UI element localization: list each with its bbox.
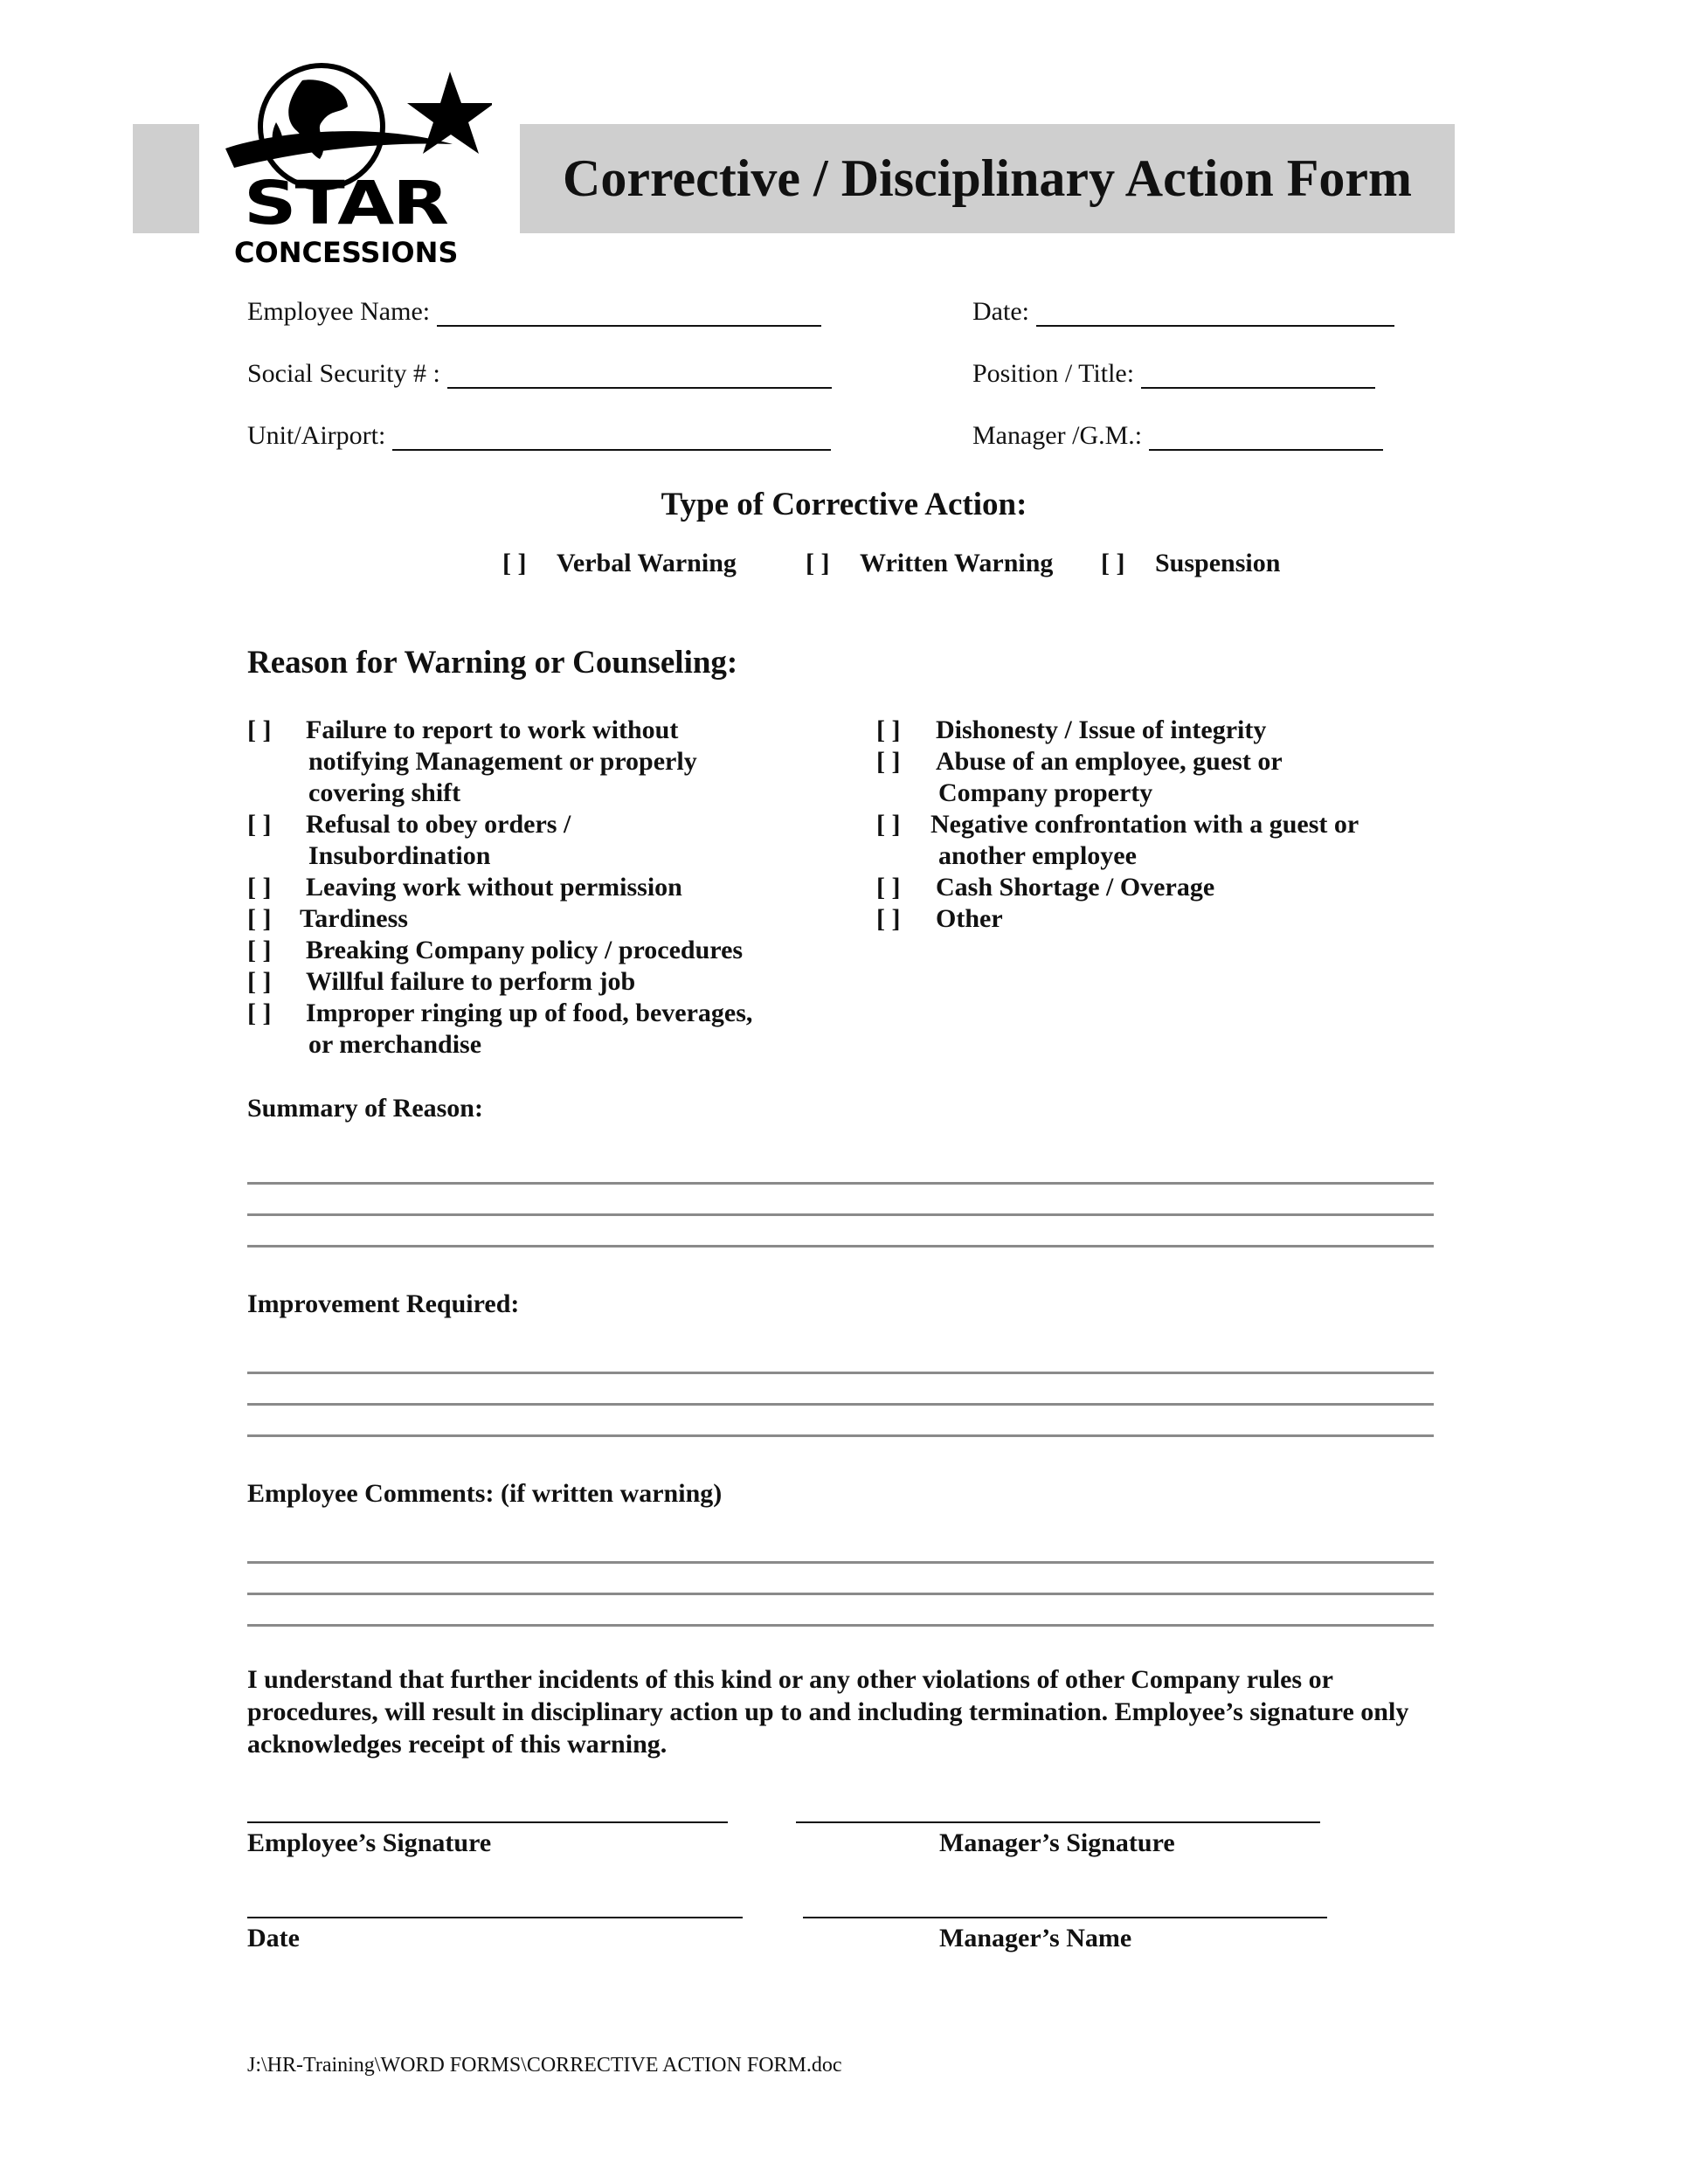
social-security-line[interactable] [447, 363, 832, 389]
position-title-field[interactable] [972, 359, 1375, 389]
date-field[interactable] [972, 297, 1394, 327]
reason-line: Insubordination [308, 841, 491, 870]
reason-line: Breaking Company policy / procedures [306, 936, 744, 964]
employee-name-label: Employee Name: [247, 297, 431, 326]
improvement-label: Improvement Required: [247, 1289, 520, 1318]
position-title-line[interactable] [1141, 363, 1375, 389]
unit-airport-field[interactable] [247, 421, 831, 451]
checkbox-bracket[interactable]: [ ] [806, 549, 830, 577]
reasons-title: Reason for Warning or Counseling: [247, 645, 738, 681]
improvement-line-2[interactable] [247, 1403, 1434, 1406]
reason-line: Other [936, 904, 1003, 933]
manager-name-label: Manager’s Name [939, 1924, 1132, 1952]
reason-line: covering shift [308, 778, 461, 807]
checkbox-label: Verbal Warning [557, 549, 737, 577]
employee-name-field[interactable] [247, 297, 821, 327]
checkbox-bracket[interactable]: [ ] [247, 936, 272, 964]
document-file-path: J:\HR-Training\WORD FORMS\CORRECTIVE ACTION FORM.doc [247, 2054, 842, 2077]
manager-signature-label: Manager’s Signature [939, 1828, 1175, 1857]
reason-line: Negative confrontation with a guest or [930, 810, 1359, 839]
logo-wordmark: STAR [244, 168, 447, 238]
checkbox-bracket[interactable]: [ ] [247, 904, 272, 933]
checkbox-bracket[interactable]: [ ] [876, 810, 901, 839]
unit-airport-label: Unit/Airport: [247, 421, 386, 450]
social-security-field[interactable] [247, 359, 832, 389]
checkbox-bracket[interactable]: [ ] [502, 549, 527, 577]
checkbox-bracket[interactable]: [ ] [247, 967, 272, 996]
suspension-checkbox[interactable] [1101, 549, 1280, 578]
summary-line-3[interactable] [247, 1245, 1434, 1248]
date-signature-line[interactable] [247, 1917, 743, 1918]
reason-line: Leaving work without permission [306, 873, 682, 902]
checkbox-label: Written Warning [860, 549, 1054, 577]
action-type-title: Type of Corrective Action: [661, 487, 1027, 522]
summary-line-2[interactable] [247, 1213, 1434, 1216]
written-warning-checkbox[interactable] [806, 549, 1053, 578]
reason-line: another employee [938, 841, 1137, 870]
header-band-left [133, 124, 199, 233]
manager-signature-line[interactable] [796, 1821, 1320, 1823]
checkbox-bracket[interactable]: [ ] [1101, 549, 1125, 577]
reason-line: Improper ringing up of food, beverages, [306, 999, 753, 1027]
comments-line-3[interactable] [247, 1624, 1434, 1627]
checkbox-bracket[interactable]: [ ] [247, 715, 272, 744]
checkbox-bracket[interactable]: [ ] [247, 873, 272, 902]
summary-label: Summary of Reason: [247, 1094, 483, 1123]
reason-line: Willful failure to perform job [306, 967, 636, 996]
logo-subword: CONCESSIONS [234, 236, 459, 269]
reason-line: Cash Shortage / Overage [936, 873, 1215, 902]
verbal-warning-checkbox[interactable] [502, 549, 737, 578]
reason-line: notifying Management or properly [308, 747, 697, 776]
checkbox-bracket[interactable]: [ ] [876, 904, 901, 933]
checkbox-bracket[interactable]: [ ] [876, 747, 901, 776]
reason-line: Abuse of an employee, guest or [936, 747, 1283, 776]
employee-signature-label: Employee’s Signature [247, 1828, 492, 1857]
social-security-label: Social Security # : [247, 359, 440, 388]
improvement-line-3[interactable] [247, 1434, 1434, 1437]
manager-name-line[interactable] [803, 1917, 1327, 1918]
signature-date-label: Date [247, 1924, 300, 1952]
reason-line: Company property [938, 778, 1153, 807]
employee-name-line[interactable] [437, 301, 821, 327]
reason-line: Dishonesty / Issue of integrity [936, 715, 1267, 744]
checkbox-bracket[interactable]: [ ] [247, 999, 272, 1027]
reason-line: Tardiness [300, 904, 408, 933]
reason-line: or merchandise [308, 1030, 482, 1059]
checkbox-bracket[interactable]: [ ] [876, 715, 901, 744]
manager-gm-field[interactable] [972, 421, 1383, 451]
reason-line: Refusal to obey orders / [306, 810, 571, 839]
acknowledgment-statement: I understand that further incidents of this kind or any other violations of other Company rules or procedures, will result in disciplinary action up to and including termination. Employee’s signature only acknowledges receipt of this warning. [247, 1665, 1409, 1759]
manager-gm-label: Manager /G.M.: [972, 421, 1143, 450]
improvement-line-1[interactable] [247, 1372, 1434, 1374]
checkbox-bracket[interactable]: [ ] [247, 810, 272, 839]
date-line[interactable] [1036, 301, 1394, 327]
form-title: Corrective / Disciplinary Action Form [562, 149, 1412, 207]
comments-line-1[interactable] [247, 1561, 1434, 1564]
manager-gm-line[interactable] [1149, 425, 1383, 451]
comments-line-2[interactable] [247, 1593, 1434, 1595]
date-label: Date: [972, 297, 1029, 326]
summary-line-1[interactable] [247, 1182, 1434, 1185]
comments-label: Employee Comments: (if written warning) [247, 1479, 723, 1508]
checkbox-bracket[interactable]: [ ] [876, 873, 901, 902]
star-concessions-logo [199, 61, 492, 271]
employee-signature-line[interactable] [247, 1821, 728, 1823]
reason-line: Failure to report to work without [306, 715, 679, 744]
checkbox-label: Suspension [1155, 549, 1281, 577]
position-title-label: Position / Title: [972, 359, 1135, 388]
unit-airport-line[interactable] [392, 425, 831, 451]
